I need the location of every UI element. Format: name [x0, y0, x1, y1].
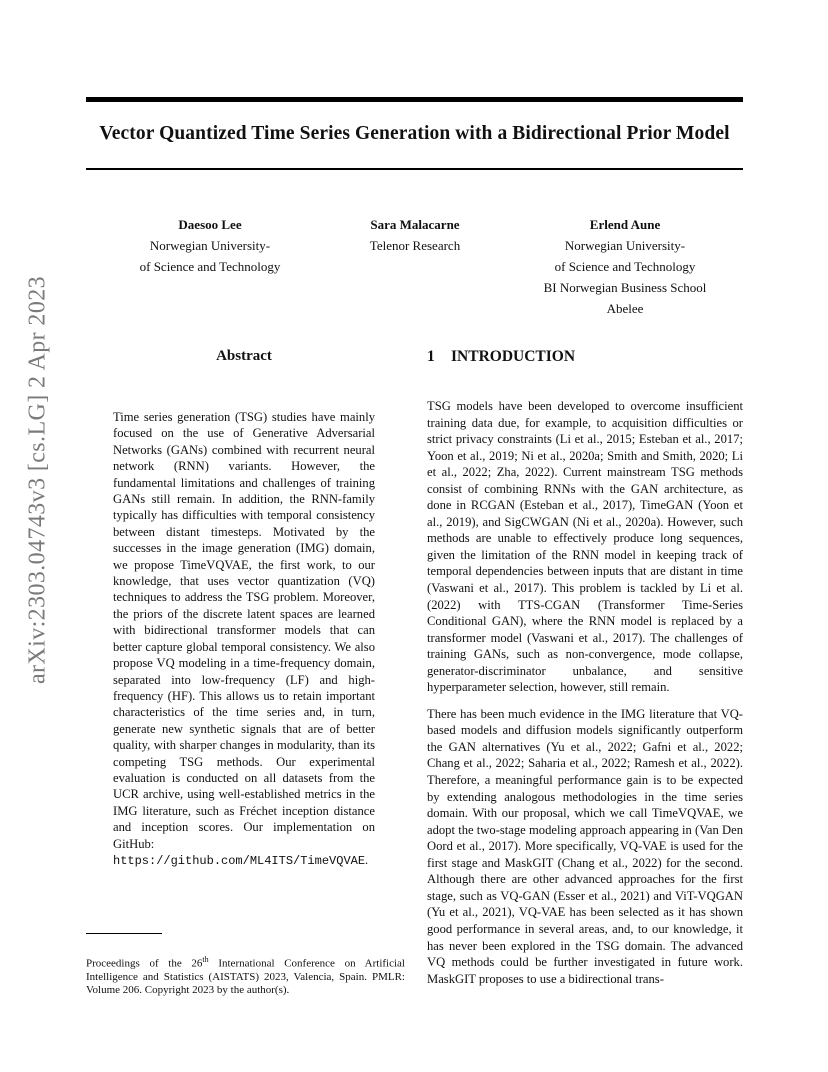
footnote-text: Proceedings of the 26 — [86, 957, 203, 970]
paper-title: Vector Quantized Time Series Generation with a Bidirectional Prior Model — [99, 123, 730, 144]
arxiv-stamp-text: arXiv:2303.04743v3 [cs.LG] 2 Apr 2023 — [24, 275, 51, 685]
section-title: INTRODUCTION — [451, 348, 576, 365]
footnote-rule — [86, 933, 162, 934]
introduction-body — [427, 398, 743, 997]
paragraph: There has been much evidence in the IMG literature that VQ-based models and diffusion models significantly outperform the GAN alternatives (Yu et al., 2022; Gafni et al., 2022; Chang et al., 2022; Saharia et al., 2022; Ramesh et al., 2022). Therefore, a meaningful performance gain is to be expected by extending analogous methodologies in the time series domain. With our proposal, which we call TimeVQVAE, we adopt the two-stage modeling approach appearing in (Van Den Oord et al., 2017). More specifically, VQ-VAE is used for the first stage and MaskGIT (Chang et al., 2022) for the second. Although there are other advanced approaches for the first stage, such as VQ-GAN (Esser et al., 2021) and ViT-VQGAN (Yu et al., 2021), VQ-VAE has been selected as it has shown good performance in several areas, and, to our knowledge, it has never been explored in the TSG domain. The advanced VQ methods could be further investigated in future work. MaskGIT proposes to use a bidirectional trans- — [427, 706, 743, 986]
footnote-sup: th — [202, 955, 209, 964]
section-number: 1 — [427, 348, 435, 365]
title-rule-bottom — [86, 168, 743, 170]
author-block — [110, 214, 310, 277]
footnote — [86, 953, 405, 998]
paragraph: TSG models have been developed to overcome insufficient training data due, for example, to acquisition difficulties or strict privacy constraints (Li et al., 2015; Esteban et al., 2017; Yoon et al., 2019; Ni et al., 2020a; Smith and Smith, 2020; Li et al., 2022; Zha, 2022). Current mainstream TSG methods consist of combining RNNs with the GAN architecture, as done in RCGAN (Esteban et al., 2017), TimeGAN (Yoon et al., 2019), and SigCWGAN (Ni et al., 2020a). However, such methods are unable to effectively produce long sequences, given the limitation of the RNN model in keeping track of temporal dependencies between inputs that are distant in time (Vaswani et al., 2017). This problem is tackled by Li et al. (2022) with TTS-CGAN (Transformer Time-Series Conditional GAN), where the RNN model is replaced by a transformer model (Vaswani et al., 2017). The challenges of training GANs, such as non-convergence, mode collapse, generator-discriminator unbalance, and sensitive hyperparameter selection, however, still remain. — [427, 399, 743, 695]
author-affiliation: BI Norwegian Business School — [543, 280, 707, 295]
abstract-body — [113, 409, 375, 869]
abstract-end: . — [365, 852, 369, 867]
title-rule-top — [86, 97, 743, 102]
section-heading — [427, 348, 743, 366]
author-block — [520, 214, 730, 319]
author-name: Daesoo Lee — [178, 217, 242, 232]
abstract-text: Time series generation (TSG) studies have mainly focused on the use of Generative Adversarial Networks (GANs) combined with recurrent neural network (RNN) variants. However, the fundamental limitations and challenges of training GANs still remain. In addition, the RNN-family typically has difficulties with temporal consistency between distant timesteps. Motivated by the successes in the image generation (IMG) domain, we propose TimeVQVAE, the first work, to our knowledge, that uses vector quantization (VQ) techniques to address the TSG problem. Moreover, the priors of the discrete latent spaces are learned with bidirectional transformer models that can better capture global temporal consistency. We also propose VQ modeling in a time-frequency domain, separated into low-frequency (LF) and high-frequency (HF). This allows us to retain important characteristics of the time series and, in turn, generate new synthetic signals that are of better quality, with sharper changes in modularity, than its competing TSG methods. Our experimental evaluation is conducted on all datasets from the UCR archive, using well-established metrics in the IMG literature, such as Fréchet inception distance and inception scores. Our implementation on GitHub: — [113, 410, 375, 851]
author-affiliation: of Science and Technology — [139, 259, 281, 274]
abstract-heading: Abstract — [216, 348, 272, 364]
author-affiliation: of Science and Technology — [554, 259, 696, 274]
github-link[interactable]: https://github.com/ML4ITS/TimeVQVAE — [113, 853, 366, 868]
author-affiliation: Norwegian University- — [149, 238, 271, 253]
author-name: Sara Malacarne — [370, 217, 460, 232]
author-block — [330, 214, 500, 256]
footnote-text-rest: International Conference on Artificial Intelligence and Statistics (AISTATS) 2023, Valencia, Spain. PMLR: Volume 206. Copyright 2023 by the author(s). — [86, 957, 405, 997]
author-affiliation: Abelee — [606, 301, 644, 316]
author-affiliation: Norwegian University- — [564, 238, 686, 253]
author-name: Erlend Aune — [589, 217, 661, 232]
author-affiliation: Telenor Research — [369, 238, 461, 253]
